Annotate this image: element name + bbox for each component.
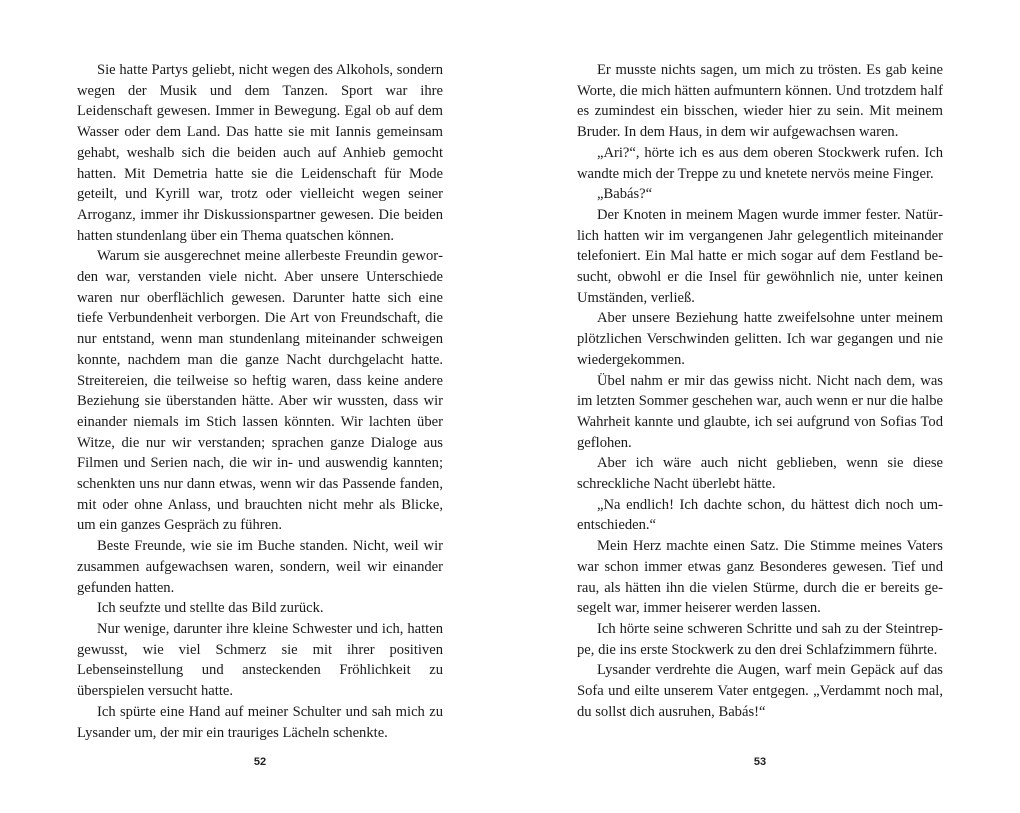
paragraph: Ich hörte seine schweren Schritte und sah zu der Steintreppe, die ins erste Stockwerk zu den drei Schlafzimmern führte. [577,620,943,658]
page-number: 52 [253,756,267,768]
paragraph: Aber ich wäre auch nicht geblieben, wenn sie diese schreckliche Nacht überlebt hätte. [577,455,943,493]
paragraph: Aber unsere Beziehung hatte zweifelsohne unter meinem plötzlichen Verschwinden gelitten. Ich war gegangen und nie wiedergekommen. [577,310,943,368]
paragraph: Nur wenige, darunter ihre kleine Schwester und ich, hatten gewusst, wie viel Schmerz sie mit ihrer positiven Lebenseinstellung und ansteckenden Fröhlichkeit zu überspielen versucht hatte. [77,620,443,700]
paragraph: Ich spürte eine Hand auf meiner Schulter und sah mich zu Lysander um, der mir ein trauriges Lächeln schenkte. [77,703,443,741]
paragraph: Lysander verdrehte die Augen, warf mein Gepäck auf das Sofa und eilte unserem Vater entgegen. „Verdammt noch mal, du sollst dich ausruhen, Babás!“ [577,662,943,720]
paragraph: „Babás?“ [597,186,653,203]
left-page-text [77,60,443,743]
paragraph: Übel nahm er mir das gewiss nicht. Nicht nach dem, was im letzten Sommer geschehen war, auch wenn er nur die halbe Wahrheit kannte und glaubte, ich sei aufgrund von Sofias Tod geflohen. [577,372,943,451]
page-number: 53 [753,756,767,768]
paragraph: „Na endlich! Ich dachte schon, du hättest dich noch umentschieden.“ [577,496,943,534]
paragraph: Sie hatte Partys geliebt, nicht wegen des Alkohols, sondern wegen der Musik und dem Tanzen. Sport war ihre Leidenschaft gewesen. Immer in Bewegung. Egal ob auf dem Wasser oder dem Land. Das hatte sie mit Iannis gemeinsam gehabt, weshalb sich die beiden auch auf Anhieb gemocht hatten. Mit Demetria hatte sie die Leidenschaft für Mode geteilt, und Kyrill war, trotz oder vielleicht wegen seiner Arroganz, immer ihr Diskussionspartner gewesen. Die beiden hatten stundenlang über ein Thema quatschen können. [77,62,443,244]
paragraph: Ich seufzte und stellte das Bild zurück. [97,600,324,617]
left-page [77,60,443,800]
paragraph: Beste Freunde, wie sie im Buche standen. Nicht, weil wir zusammen aufgewachsen waren, sondern, weil wir einander gefunden hatten. [77,538,443,596]
paragraph: Er musste nichts sagen, um mich zu trösten. Es gab keine Worte, die mich hätten aufmuntern können. Und trotzdem half es zumindest ein bisschen, wieder hier zu sein. Mit meinem Bruder. In dem Haus, in dem wir aufgewachsen waren. [577,62,943,141]
right-page [577,60,943,800]
right-page-text [577,60,943,723]
paragraph: „Ari?“, hörte ich es aus dem oberen Stockwerk rufen. Ich wandte mich der Treppe zu und knetete nervös meine Finger. [577,144,943,182]
paragraph: Mein Herz machte einen Satz. Die Stimme meines Vaters war schon immer etwas ganz Besonderes gewesen. Tief und rau, als hätten ihn die vielen Stürme, durch die er bereits gesegelt war, immer heiserer werden lassen. [577,538,943,617]
paragraph: Der Knoten in meinem Magen wurde immer fester. Natürlich hatten wir im vergangenen Jahr gelegentlich miteinander telefoniert. Ein Mal hatte er mich sogar auf dem Festland besucht, obwohl er die Insel für gewöhnlich nie, unter keinen Umständen, verließ. [577,206,943,306]
paragraph: Warum sie ausgerechnet meine allerbeste Freundin geworden war, verstanden viele nicht. Aber unsere Unterschiede waren nur oberflächlich gewesen. Darunter hatte sich eine tiefe Verbundenheit verborgen. Die Art von Freundschaft, die nur entstand, wenn man stundenlang miteinander schweigen konnte, nachdem man die ganze Nacht durchgelacht hatte. Streitereien, die teilweise so heftig waren, dass keine andere Beziehung sie überstanden hätte. Aber wir wussten, dass wir einander niemals im Stich lassen könnten. Wir lachten über Witze, die nur wir verstanden; sprachen ganze Dialoge aus Filmen und Serien nach, die wir in- und auswendig kannten; schenkten uns nur dann etwas, wenn wir das Passende fanden, mit oder ohne Anlass, und brauchten nicht mehr als Blicke, um ein ganzes Gespräch zu führen. [77,248,443,534]
